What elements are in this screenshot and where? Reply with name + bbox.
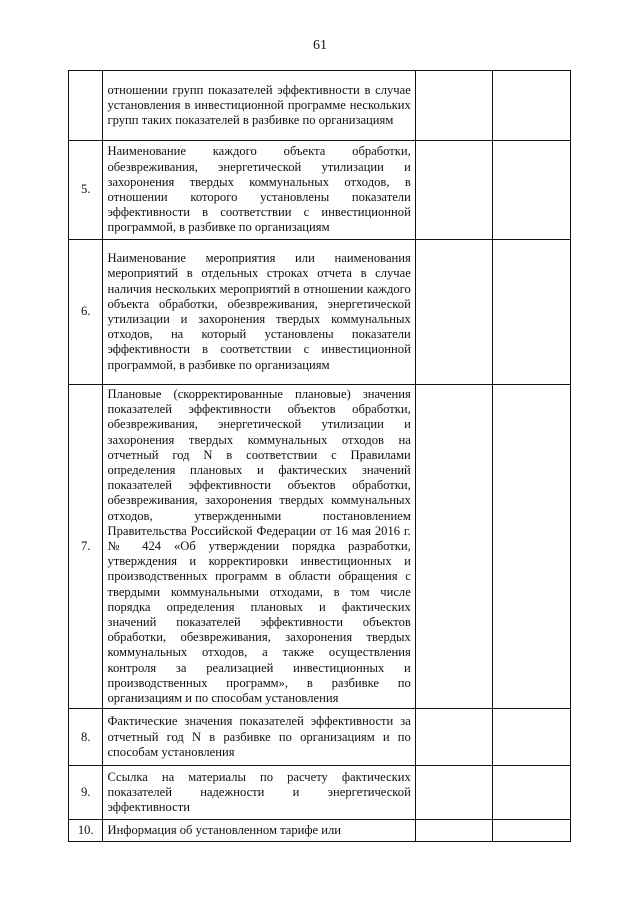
row-number: 10. <box>69 820 103 842</box>
row-number: 8. <box>69 709 103 766</box>
empty-cell <box>415 240 492 385</box>
empty-cell <box>415 766 492 820</box>
empty-cell <box>492 385 570 709</box>
row-description: Наименование каждого объекта обработки, обезвреживания, энергетической утилизации и захоронения твердых коммунальных отходов, в отношении которого установлены показатели эффективности в соответствии с инвестиционной программой, в разбивке по организациям <box>103 141 415 240</box>
table-row <box>69 709 571 766</box>
empty-cell <box>492 141 570 240</box>
empty-cell <box>415 71 492 141</box>
empty-cell <box>492 709 570 766</box>
table-row <box>69 240 571 385</box>
empty-cell <box>415 141 492 240</box>
table-row <box>69 820 571 842</box>
empty-cell <box>415 709 492 766</box>
row-number: 7. <box>69 385 103 709</box>
row-description: Фактические значения показателей эффективности за отчетный год N в разбивке по организациям и по способам установления <box>103 709 415 766</box>
row-description: отношении групп показателей эффективности в случае установления в инвестиционной программе нескольких групп таких показателей в разбивке по организациям <box>103 71 415 141</box>
empty-cell <box>492 240 570 385</box>
table-row <box>69 141 571 240</box>
empty-cell <box>492 766 570 820</box>
empty-cell <box>415 385 492 709</box>
table-row <box>69 385 571 709</box>
row-description: Ссылка на материалы по расчету фактических показателей надежности и энергетической эффективности <box>103 766 415 820</box>
row-number: 5. <box>69 141 103 240</box>
empty-cell <box>415 820 492 842</box>
empty-cell <box>492 71 570 141</box>
row-number: 6. <box>69 240 103 385</box>
table-row <box>69 766 571 820</box>
report-table <box>68 70 571 842</box>
row-number: 9. <box>69 766 103 820</box>
table-row <box>69 71 571 141</box>
row-description: Наименование мероприятия или наименования мероприятий в отдельных строках отчета в случае наличия нескольких мероприятий в отношении каждого объекта обработки, обезвреживания, энергетической утилизации и захоронения твердых коммунальных отходов, на который установлены показатели эффективности в соответствии с инвестиционной программой, в разбивке по организациям <box>103 240 415 385</box>
row-number <box>69 71 103 141</box>
row-description: Информация об установленном тарифе или <box>103 820 415 842</box>
empty-cell <box>492 820 570 842</box>
row-description: Плановые (скорректированные плановые) значения показателей эффективности объектов обработки, обезвреживания, энергетической утилизации и захоронения твердых коммунальных отходов на отчетный год N в соответствии с Правилами определения плановых и фактических значений показателей эффективности объектов обработки, обезвреживания, захоронения твердых коммунальных отходов, утвержденными постановлением Правительства Российской Федерации от 16 мая 2016 г. № 424 «Об утверждении порядка разработки, утверждения и корректировки инвестиционных и производственных программ в области обращения с твердыми коммунальными отходами, в том числе порядка определения плановых и фактических значений показателей эффективности объектов обработки, обезвреживания, захоронения твердых коммунальных отходов, а также осуществления контроля за реализацией инвестиционных и производственных программ», в разбивке по организациям и по способам установления <box>103 385 415 709</box>
page-number: 61 <box>313 38 327 53</box>
